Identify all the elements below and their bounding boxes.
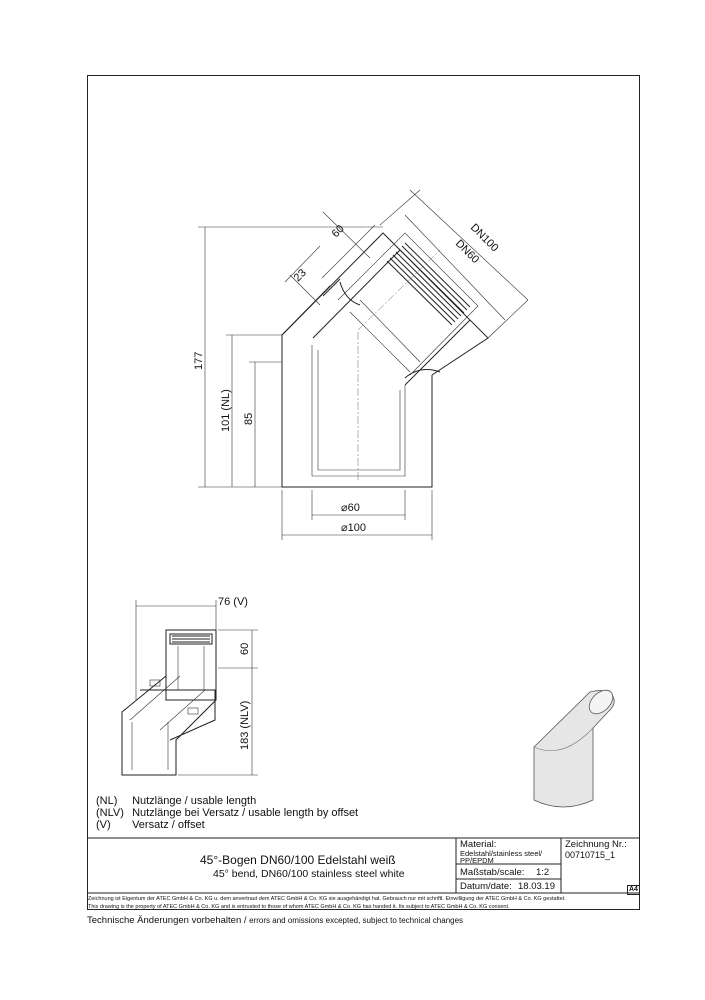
date-label: Datum/date: [460,881,512,892]
legend-item-v: (V) Versatz / offset [96,819,205,831]
ownership-note-en: This drawing is the property of ATEC GmbH & Co. KG and is entrusted to those of whom ATEC GmbH & Co. KG has handed it. Its subject to ATEC GmbH & Co. KG consent. [88,904,510,910]
legend-item-nlv: (NLV) Nutzlänge bei Versatz / usable length by offset [96,807,359,819]
offset-view [122,596,258,775]
dim-dia60: ⌀60 [341,502,360,514]
dim-23: 23 [291,266,309,285]
drawing-number-value: 00710715_1 [565,850,616,860]
scale-label: Maßstab/scale: [460,867,525,878]
footer-disclaimer [87,915,463,926]
main-bend-view [193,190,528,540]
dim-177: 177 [193,351,205,370]
material-value-2: PP/EPDM [460,856,494,865]
legend [96,795,358,831]
scale-value: 1:2 [536,867,550,878]
dim-60-offset: 60 [239,642,251,655]
sheet-size-badge: A4 [629,886,638,893]
dim-76-v: 76 (V) [218,596,248,608]
title-german: 45°-Bogen DN60/100 Edelstahl weiß [200,853,396,867]
title-english: 45° bend, DN60/100 stainless steel white [213,868,405,880]
material-value-1: Edelstahl/stainless steel/ [460,849,543,858]
footer-small: errors and omissions excepted, subject to technical changes [249,916,464,925]
footer-main: Technische Änderungen vorbehalten / [87,915,247,926]
dim-85: 85 [243,412,255,425]
dim-dia100: ⌀100 [341,522,366,534]
date-value: 18.03.19 [518,881,555,892]
dim-183-nlv: 183 (NLV) [239,700,251,750]
bend-3d-view [534,686,617,807]
dim-101-nl: 101 (NL) [220,389,232,432]
gasket-ribs [387,243,470,325]
legend-item-nl: (NL) Nutzlänge / usable length [96,795,257,807]
ownership-note-de: Zeichnung ist Eigentum der ATEC GmbH & Co. KG u. dem anvertraut dem ATEC GmbH & Co. KG sie ausgehändigt hat. Gebrauch nur mit schriftl. Einwilligung der ATEC GmbH & Co. KG gestattet. [88,896,566,902]
drawing-number-label: Zeichnung Nr.: [565,839,627,850]
dim-60-top: 60 [329,222,347,241]
dim-dn60: DN60 [452,237,482,267]
dim-dn100: DN100 [467,221,501,255]
material-label: Material: [460,839,497,850]
